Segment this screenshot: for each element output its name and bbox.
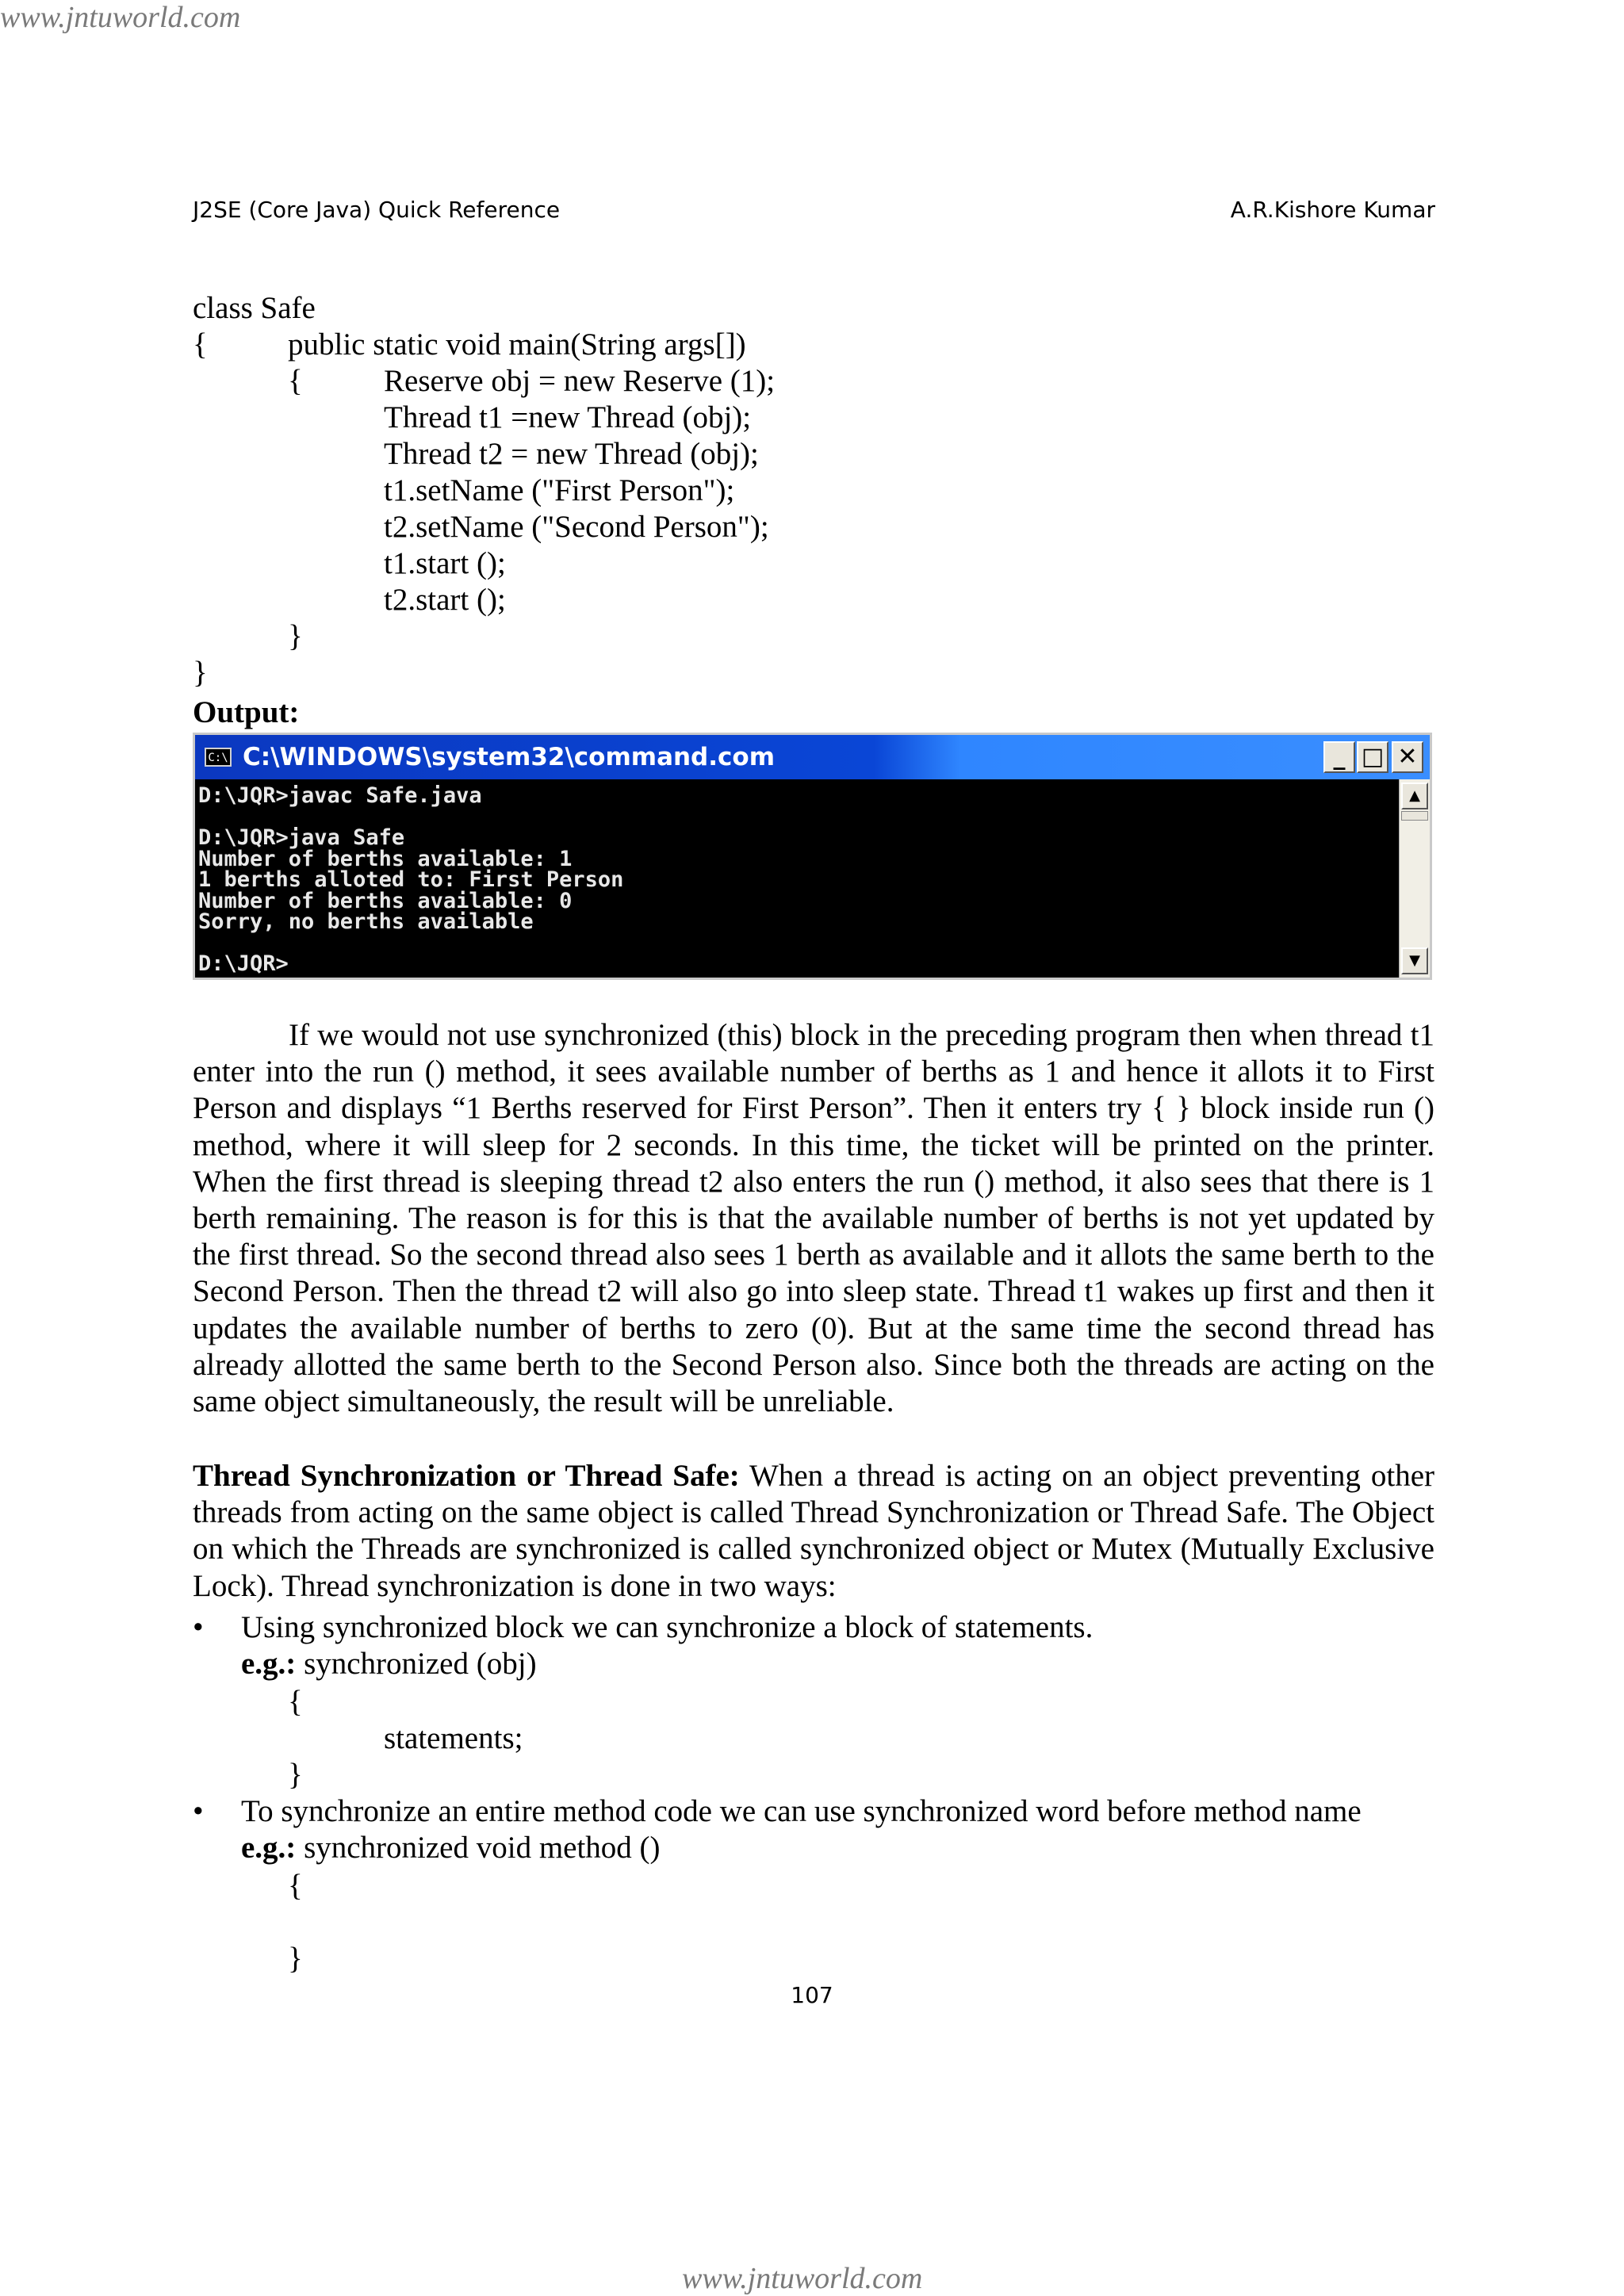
code-line-class: class Safe — [193, 291, 316, 325]
console-line: Number of berths available: 1 — [198, 846, 573, 871]
scroll-up-icon[interactable]: ▲ — [1401, 783, 1428, 809]
console-titlebar[interactable] — [195, 735, 1430, 779]
console-line: D:\JQR>java Safe — [198, 825, 405, 850]
code-line-start2: t2.start (); — [384, 583, 506, 617]
watermark-top: www.jntuworld.com — [0, 1, 241, 34]
scroll-thumb[interactable] — [1401, 811, 1428, 821]
minimize-button[interactable]: _ — [1323, 741, 1355, 773]
example-line — [241, 1830, 661, 1866]
console-line: Number of berths available: 0 — [198, 888, 573, 913]
maximize-button[interactable]: □ — [1357, 741, 1388, 773]
code-brace-open-class: { — [193, 327, 208, 362]
bullet-icon: • — [193, 1794, 204, 1828]
paragraph-explanation — [193, 1017, 1434, 1420]
bullet-text: Using synchronized block we can synchronize a block of statements. — [241, 1610, 1094, 1644]
code-brace-open-main: { — [288, 364, 303, 398]
header-title: J2SE (Core Java) Quick Reference — [193, 197, 561, 223]
paragraph-thread-synchronization — [193, 1458, 1434, 1605]
bullet-icon: • — [193, 1610, 204, 1644]
bullet-text: To synchronize an entire method code we can use synchronized word before method name — [241, 1794, 1362, 1828]
code-line-reserve: Reserve obj = new Reserve (1); — [384, 364, 776, 398]
example-label: e.g.: — [241, 1647, 297, 1681]
code-brace-close-main: } — [288, 619, 303, 653]
code-line-main: public static void main(String args[]) — [288, 327, 746, 362]
scroll-down-icon[interactable]: ▼ — [1401, 947, 1428, 974]
example-brace-open: { — [288, 1869, 303, 1903]
header-author: A.R.Kishore Kumar — [1230, 197, 1435, 223]
example-brace-open: { — [288, 1685, 303, 1719]
output-label: Output: — [193, 695, 300, 729]
example-statement: statements; — [384, 1721, 523, 1755]
example-label: e.g.: — [241, 1831, 297, 1865]
code-brace-close-class: } — [193, 656, 208, 690]
console-window — [193, 733, 1432, 980]
page-number: 107 — [791, 1982, 833, 2008]
console-line: Sorry, no berths available — [198, 909, 534, 934]
example-code: synchronized void method () — [296, 1831, 661, 1865]
term-thread-synchronization: Thread Synchronization or Thread Safe: — [193, 1459, 740, 1493]
code-line-thread2: Thread t2 = new Thread (obj); — [384, 437, 759, 471]
example-line — [241, 1646, 537, 1682]
example-code: synchronized (obj) — [296, 1647, 537, 1681]
console-line — [198, 933, 1396, 955]
watermark-bottom: www.jntuworld.com — [682, 2262, 923, 2295]
code-line-start1: t1.start (); — [384, 546, 506, 580]
close-button[interactable]: ✕ — [1392, 741, 1423, 773]
console-title: C:\WINDOWS\system32\command.com — [243, 743, 775, 771]
console-output — [198, 783, 1396, 976]
code-line-thread1: Thread t1 =new Thread (obj); — [384, 400, 752, 434]
code-line-setname1: t1.setName ("First Person"); — [384, 473, 735, 507]
paragraph-explanation-text: If we would not use synchronized (this) block in the preceding program then when thread t1 enter into the run () method, it sees available number of berths as 1 and hence it allots it to First Person and displays “1 Berths reserved for First Person”. Then it enters try { } block inside run () method, where it will sleep for 2 seconds. In this time, the ticket will be printed on the printer. When the first thread is sleeping thread t2 also enters the run () method, it also sees that there is 1 berth remaining. The reason is for this is that the available number of berths is not yet updated by the first thread. So the second thread also sees 1 berth as available and it allots the same berth to the Second Person. Then the thread t2 will also go into sleep state. Thread t1 wakes up first and then it updates the available number of berths to zero (0). But at the same time the second thread has already allotted the same berth to the Second Person also. Since both the threads are acting on the same object simultaneously, the result will be unreliable. — [193, 1018, 1434, 1419]
console-line: D:\JQR> — [198, 951, 289, 976]
console-line: 1 berths alloted to: First Person — [198, 867, 624, 892]
console-scrollbar[interactable] — [1399, 779, 1430, 978]
example-brace-close: } — [288, 1942, 303, 1976]
code-line-setname2: t2.setName ("Second Person"); — [384, 510, 769, 544]
example-brace-close: } — [288, 1758, 303, 1792]
console-line: D:\JQR>javac Safe.java — [198, 783, 482, 808]
console-app-icon: C:\ — [205, 748, 232, 767]
paragraph-thread-synchronization-text: When a thread is acting on an object preventing other threads from acting on the same object is called Thread Synchronization or Thread Safe. The Object on which the Threads are synchronized is called synchronized object or Mutex (Mutually Exclusive Lock). Thread synchronization is done in two ways: — [193, 1459, 1435, 1603]
